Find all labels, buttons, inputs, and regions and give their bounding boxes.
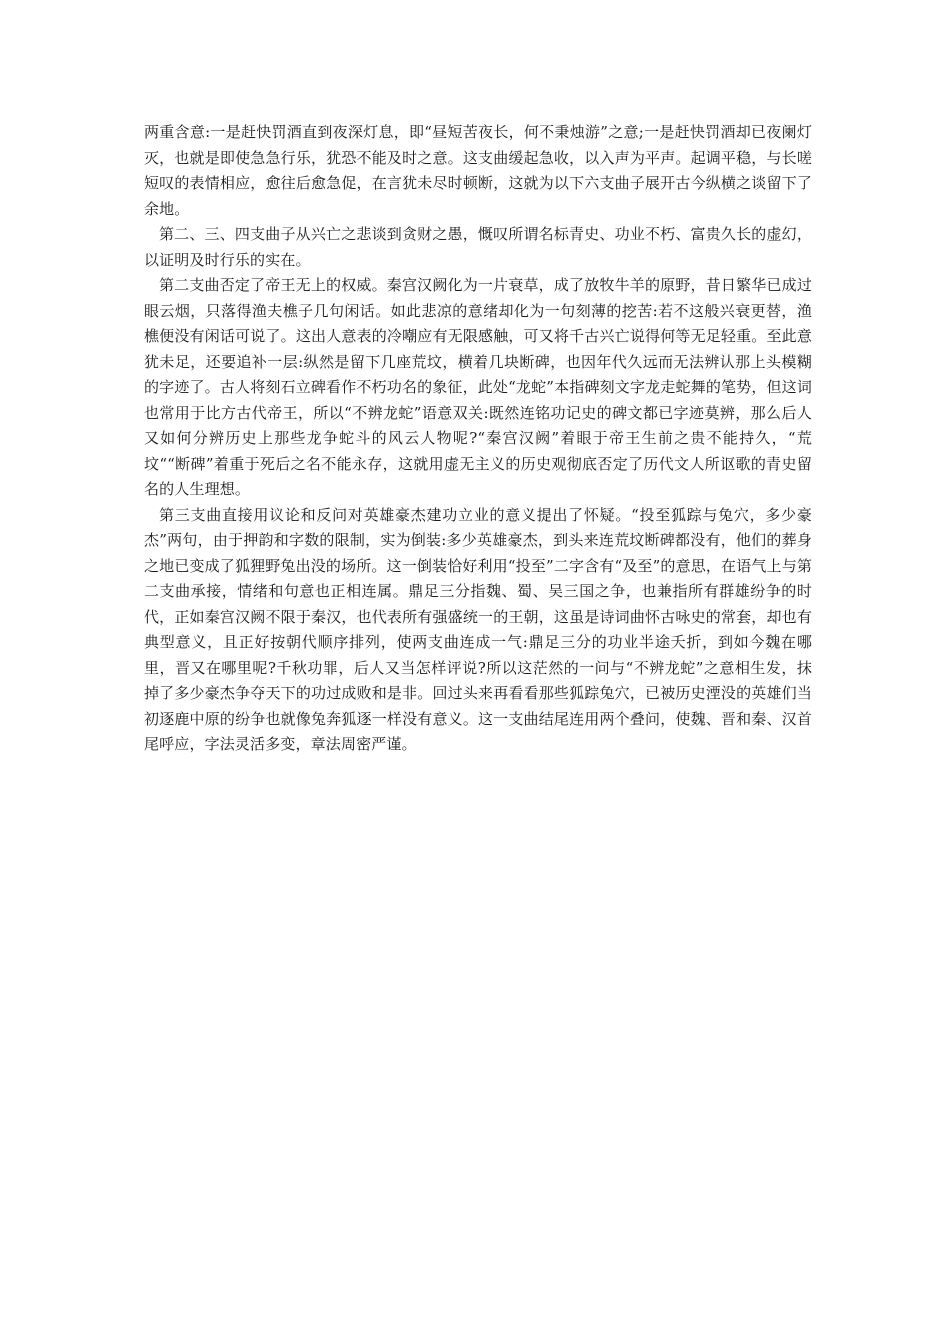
paragraph-2: 第二、三、四支曲子从兴亡之悲谈到贪财之愚，慨叹所谓名标青史、功业不朽、富贵久长的虚幻，以证明及时行乐的实在。 (144, 225, 812, 269)
paragraph-4: 第三支曲直接用议论和反问对英雄豪杰建功立业的意义提出了怀疑。“投至狐踪与兔穴，多少豪杰”两句，由于押韵和字数的限制，实为倒装:多少英雄豪杰，到头来连荒坟断碑都没有，他们的葬身之地已变成了狐狸野兔出没的场所。这一倒装恰好利用“投至”二字含有“及至”的意思，在语气上与第二支曲承接，情绪和句意也正相连属。鼎足三分指魏、蜀、吴三国之争，也兼指所有群雄纷争的时代，正如秦宫汉阙不限于秦汉，也代表所有强盛统一的王朝，这虽是诗词曲怀古咏史的常套，却也有典型意义，且正好按朝代顺序排列，使两支曲连成一气:鼎足三分的功业半途夭折，到如今魏在哪里，晋又在哪里呢?千秋功罪，后人又当怎样评说?所以这茫然的一问与“不辨龙蛇”之意相生发，抹掉了多少豪杰争夺天下的功过成败和是非。回过头来再看看那些狐踪兔穴，已被历史湮没的英雄们当初逐鹿中原的纷争也就像兔奔狐逐一样没有意义。这一支曲结尾连用两个叠问，使魏、晋和秦、汉首尾呼应，字法灵活多变，章法周密严谨。 (144, 505, 812, 753)
paragraph-3: 第二支曲否定了帝王无上的权威。秦宫汉阙化为一片衰草，成了放牧牛羊的原野，昔日繁华已成过眼云烟，只落得渔夫樵子几句闲话。如此悲凉的意绪却化为一句刻薄的挖苦:若不这般兴衰更替，渔樵便没有闲话可说了。这出人意表的冷嘲应有无限感触，可又将千古兴亡说得何等无足轻重。至此意犹未足，还要追补一层:纵然是留下几座荒坟，横着几块断碑，也因年代久远而无法辨认那上头模糊的字迹了。古人将刻石立碑看作不朽功名的象征，此处“龙蛇”本指碑刻文字龙走蛇舞的笔势，但这词也常用于比方古代帝王，所以“不辨龙蛇”语意双关:既然连铭功记史的碑文都已字迹莫辨，那么后人又如何分辨历史上那些龙争蛇斗的风云人物呢?“秦宫汉阙”着眼于帝王生前之贵不能持久，“荒坟““断碑”着重于死后之名不能永存，这就用虚无主义的历史观彻底否定了历代文人所讴歌的青史留名的人生理想。 (144, 276, 812, 498)
paragraph-1: 两重含意:一是赶快罚酒直到夜深灯息，即“昼短苦夜长，何不秉烛游”之意;一是赶快罚酒却已夜阑灯灭，也就是即使急急行乐，犹恐不能及时之意。这支曲缓起急收，以入声为平声。起调平稳，与长嗟短叹的表情相应，愈往后愈急促，在言犹未尽时顿断，这就为以下六支曲子展开古今纵横之谈留下了余地。 (144, 123, 812, 218)
document-body (144, 120, 812, 758)
